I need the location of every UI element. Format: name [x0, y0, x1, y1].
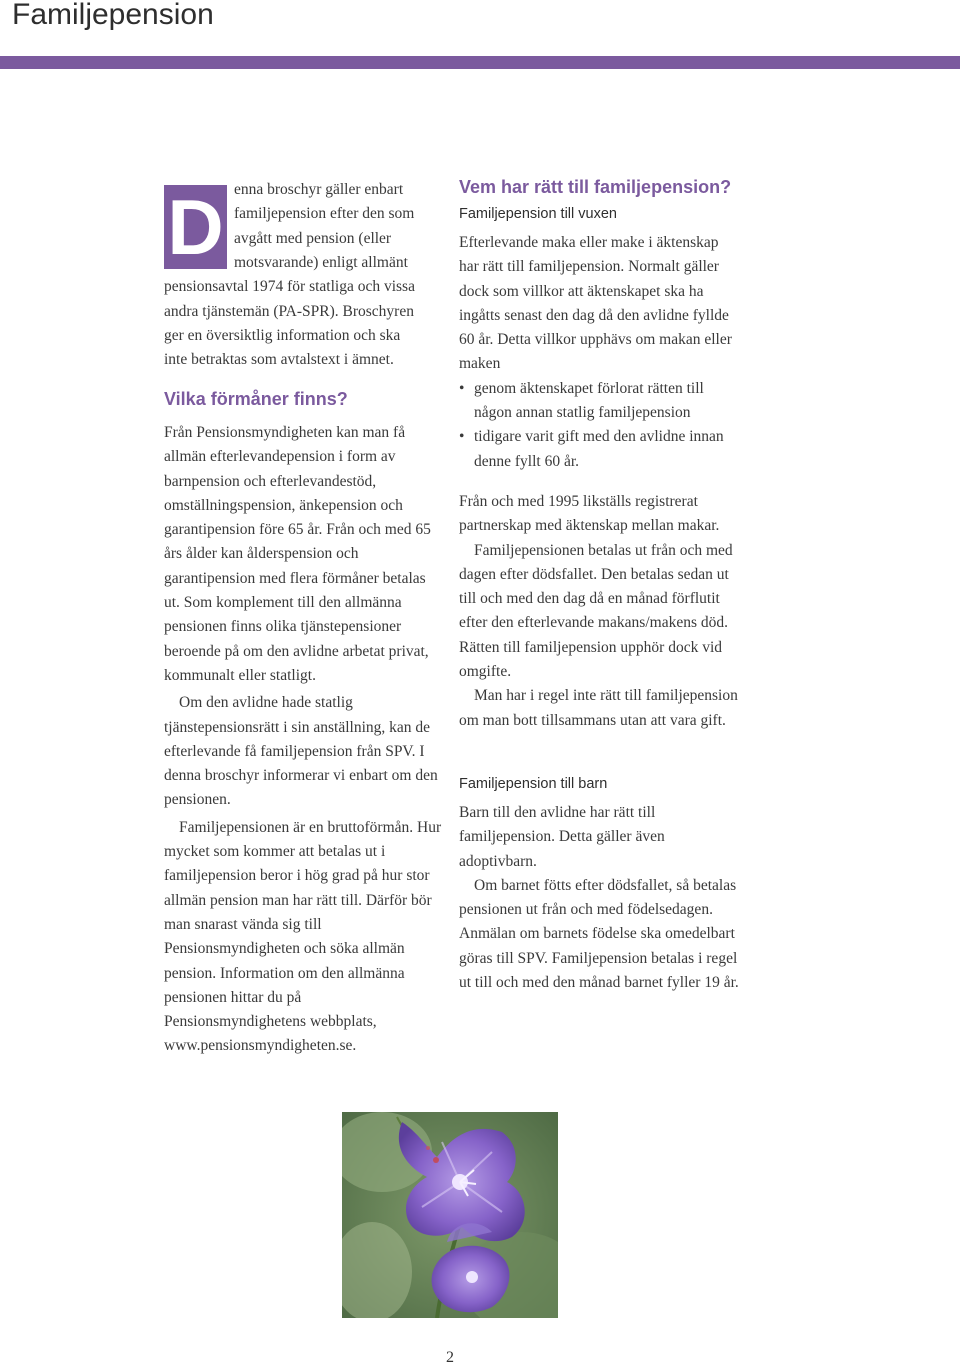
right-column-child [459, 801, 739, 995]
condition-item: • genom äktenskapet förlorat rätten till någon annan statlig familjepension [459, 377, 739, 426]
benefits-paragraph: Från Pensionsmyndigheten kan man få allmän efterlevandepension i form av barnpension och efterlevandestöd, omställningspension, änkepension och garantipension före 65 år. Från och med 65 års ålder kan ålderspension och garantipension med flera förmåner betalas ut. Som komplement till den allmänna pensionen finns olika tjänstepensioner beroende på om den avlidne arbetat privat, kommunalt eller statligt. [164, 424, 431, 684]
right-column-adult [459, 231, 739, 733]
payment-period-paragraph: Familjepensionen betalas ut från och med dagen efter dödsfallet. Den betalas sedan ut till och med den dag då en månad förflutit efter den efterlevande makans/makens död. Rätten till familjepension upphör dock vid omgifte. [459, 541, 733, 681]
title-divider [0, 56, 960, 69]
condition-list [459, 377, 739, 474]
subheading-child: Familjepension till barn [459, 776, 608, 792]
intro-line: pensionsavtal 1974 för statliga och vissa [164, 278, 415, 295]
intro-line: enna broschyr gäller enbart [234, 181, 404, 198]
intro-line: ger en översiktlig information och ska [164, 327, 401, 344]
intro-line: motsvarande) enligt allmänt [234, 254, 408, 271]
page-title: Familjepension [12, 0, 214, 31]
section-heading-benefits: Vilka förmåner finns? [164, 389, 348, 409]
spv-paragraph: Om den avlidne hade statlig tjänstepensionsrätt i sin anställning, kan de efterlevande få familjepension från SPV. I denna broschyr informerar vi enbart om den pensionen. [164, 694, 438, 809]
bellflower-photo [342, 1112, 558, 1318]
section-heading-eligibility: Vem har rätt till familjepension? [459, 177, 732, 197]
condition-item: • tidigare varit gift med den avlidne innan denne fyllt 60 år. [459, 425, 739, 474]
left-column [164, 421, 442, 1059]
partnership-paragraph: Från och med 1995 likställs registrerat partnerskap med äktenskap mellan makar. [459, 492, 720, 535]
intro-line: familjepension efter den som [234, 205, 415, 222]
drop-cap: D [164, 185, 227, 269]
adult-paragraph: Efterlevande maka eller make i äktenskap har rätt till familjepension. Normalt gäller dock som villkor att äktenskapet ska ha ingåtts senast den dag då den avlidne fyllde 60 år. Detta villkor upphävs om makan eller maken [459, 234, 732, 373]
child-paragraph: Barn till den avlidne har rätt till familjepension. Detta gäller även adoptivbarn. [459, 804, 665, 870]
intro-line: avgått med pension (eller [234, 230, 392, 247]
intro-line: inte betraktas som avtalstext i ämnet. [164, 351, 394, 368]
cohabitation-paragraph: Man har i regel inte rätt till familjepension om man bott tillsammans utan att vara gift. [459, 687, 738, 729]
subheading-adult: Familjepension till vuxen [459, 206, 617, 222]
intro-line: andra tjänstemän (PA-SPR). Broschyren [164, 303, 414, 320]
page-number: 2 [446, 1349, 454, 1366]
gross-benefit-paragraph: Familjepensionen är en bruttoförmån. Hur mycket som kommer att betalas ut i familjepension beror i hög grad på hur stor allmän pension man har rätt till. Därför bör man snarast vända sig till Pensionsmyndigheten och söka allmän pension. Information om den allmänna pensionen hittar du på Pensionsmyndighetens webbplats, www.pensionsmyndigheten.se. [164, 818, 442, 1055]
child-birth-paragraph: Om barnet fötts efter dödsfallet, så betalas pensionen ut från och med födelsedagen. Anmälan om barnets födelse ska omedelbart göras till SPV. Familjepension betalas i regel ut till och med den månad barnet fyller 19 år. [459, 876, 739, 992]
